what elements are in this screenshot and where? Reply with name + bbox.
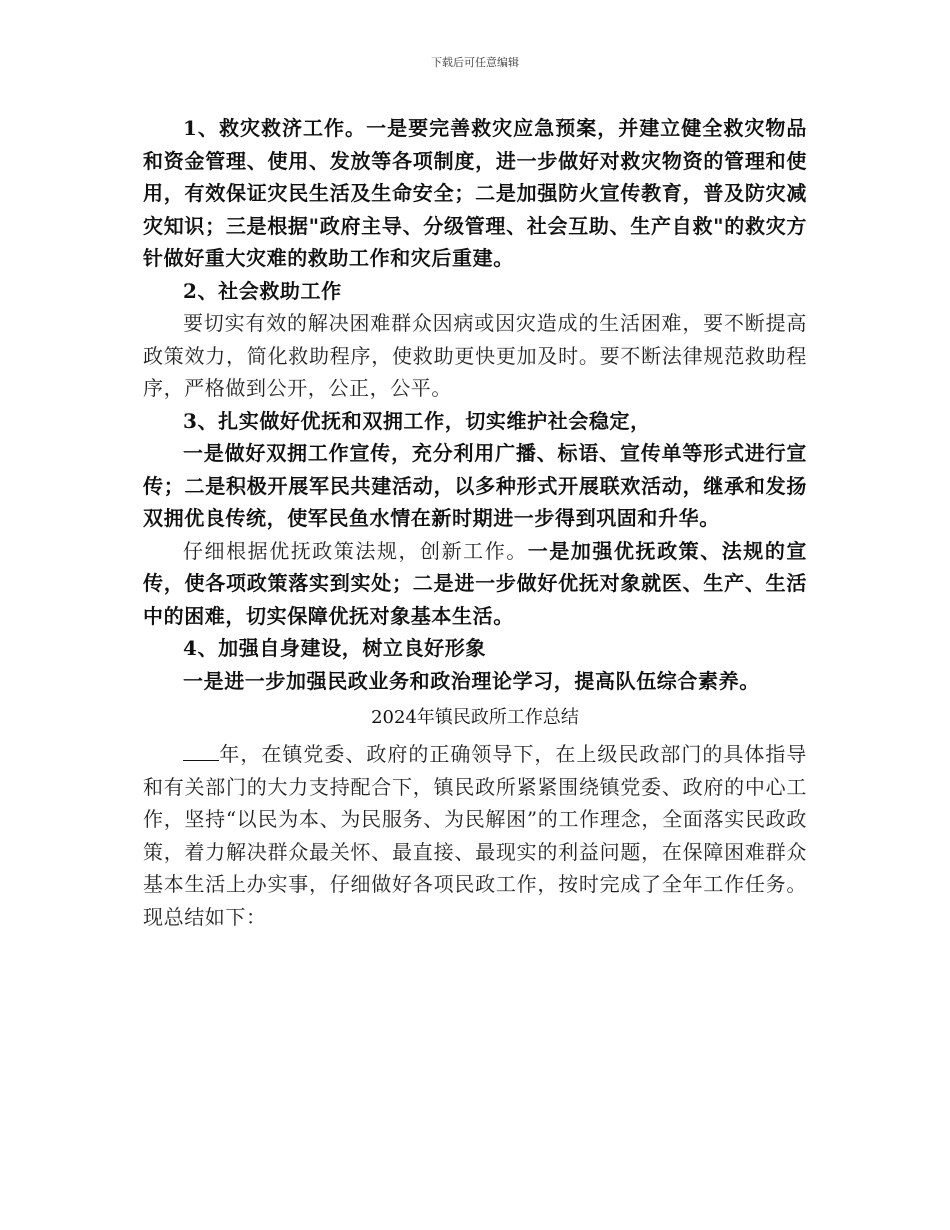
heading-preferential-care: 3、扎实做好优抚和双拥工作，切实维护社会稳定， bbox=[183, 408, 651, 433]
paragraph-disaster-relief: 1、救灾救济工作。一是要完善救灾应急预案，并建立健全救灾物品和资金管理、使用、发放等各项制度，进一步做好对救灾物资的管理和使用，有效保证灾民生活及生命安全；二是加强防火宣传教育，普及防灾减灾知识；三是根据"政府主导、分级管理、社会互助、生产自救"的救灾方针做好重大灾难的救助工作和灾后重建。 bbox=[143, 116, 807, 270]
heading-self-building: 4、加强自身建设，树立良好形象 bbox=[183, 636, 486, 660]
paragraph-summary-intro bbox=[143, 738, 807, 933]
heading-social-assistance: 2、社会救助工作 bbox=[183, 278, 342, 303]
summary-intro-text: 年，在镇党委、政府的正确领导下，在上级民政部门的具体指导和有关部门的大力支持配合下，镇民政所紧紧围绕镇党委、政府的中心工作，坚持“以民为本、为民服务、为民解困”的工作理念，全面落实民政政策，着力解决群众最关怀、最直接、最现实的利益问题，在保障困难群众基本生活上办实事，仔细做好各项民政工作，按时完成了全年工作任务。现总结如下： bbox=[143, 742, 807, 929]
paragraph-social-assistance: 要切实有效的解决困难群众因病或因灾造成的生活困难，要不断提高政策效力，简化救助程序，使救助更快更加及时。要不断法律规范救助程序，严格做到公开，公正，公平。 bbox=[143, 311, 807, 400]
document-title: 2024年镇民政所工作总结 bbox=[371, 707, 579, 728]
year-blank bbox=[183, 744, 219, 761]
paragraph-self-building: 一是进一步加强民政业务和政治理论学习，提高队伍综合素养。 bbox=[183, 668, 760, 693]
preferential-policy-detail: 一是加强优抚政策、法规的宣传，使各项政策落实到实处；二是进一步做好优抚对象就医、生产、生活中的困难，切实保障优抚对象基本生活。 bbox=[143, 538, 807, 628]
page-header-note: 下载后可任意编辑 bbox=[431, 56, 519, 69]
paragraph-preferential-policy bbox=[143, 535, 807, 633]
paragraph-dual-support: 一是做好双拥工作宣传，充分利用广播、标语、宣传单等形式进行宣传；二是积极开展军民共建活动，以多种形式开展联欢活动，继承和发扬双拥优良传统，使军民鱼水情在新时期进一步得到巩固和升华。 bbox=[143, 441, 807, 530]
preferential-policy-intro: 仔细根据优抚政策法规，创新工作。 bbox=[183, 538, 528, 563]
document-body bbox=[143, 112, 807, 933]
